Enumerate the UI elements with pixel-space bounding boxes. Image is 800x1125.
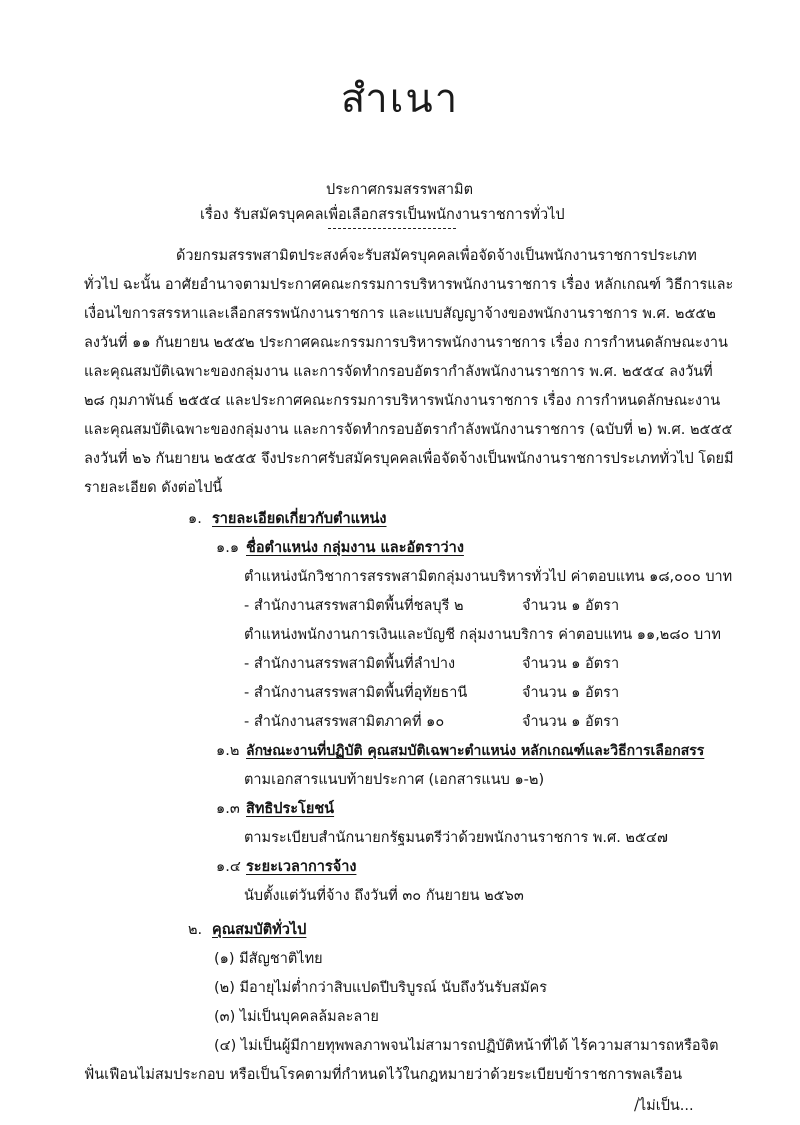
section-1-3-text: ตามระเบียบสำนักนายกรัฐมนตรีว่าด้วยพนักงานราชการ พ.ศ. ๒๕๔๗ [244,830,668,846]
qualification-3: (๓) ไม่เป็นบุคคลล้มละลาย [214,1009,379,1025]
qualification-4: (๔) ไม่เป็นผู้มีกายทุพพลภาพจนไม่สามารถปฏิบัติหน้าที่ได้ ไร้ความสามารถหรือจิต [214,1038,719,1054]
announcement-title: ประกาศกรมสรรพสามิต [326,182,473,198]
section-1-1-number: ๑.๑ [216,540,240,556]
section-1-3-heading: สิทธิประโยชน์ [246,801,335,817]
intro-line-2: ทั่วไป ฉะนั้น อาศัยอำนาจตามประกาศคณะกรรมการบริหารพนักงานราชการ เรื่อง หลักเกณฑ์ วิธีการและ [84,277,734,293]
position-2-office-3-count: จำนวน ๑ อัตรา [522,714,620,730]
section-2-heading: คุณสมบัติทั่วไป [212,922,307,938]
announcement-subject: เรื่อง รับสมัครบุคคลเพื่อเลือกสรรเป็นพนักงานราชการทั่วไป [200,207,565,223]
intro-line-1: ด้วยกรมสรรพสามิตประสงค์จะรับสมัครบุคคลเพื่อจัดจ้างเป็นพนักงานราชการประเภท [176,248,697,264]
intro-line-5: และคุณสมบัติเฉพาะของกลุ่มงาน และการจัดทำกรอบอัตรากำลังพนักงานราชการ พ.ศ. ๒๕๕๔ ลงวันที่ [84,364,713,380]
position-1-title: ตำแหน่งนักวิชาการสรรพสามิตกลุ่มงานบริหารทั่วไป ค่าตอบแทน ๑๘,๐๐๐ บาท [244,569,733,585]
position-2-office-1-count: จำนวน ๑ อัตรา [522,656,620,672]
position-2-office-1: - สำนักงานสรรพสามิตพื้นที่ลำปาง [244,656,456,672]
intro-line-4: ลงวันที่ ๑๑ กันยายน ๒๕๕๒ ประกาศคณะกรรมการบริหารพนักงานราชการ เรื่อง การกำหนดลักษณะงาน [84,335,728,351]
section-1-heading: รายละเอียดเกี่ยวกับตำแหน่ง [212,511,387,527]
section-2-number: ๒. [188,922,203,938]
section-1-2-number: ๑.๒ [216,743,240,759]
section-1-4-number: ๑.๔ [216,859,241,875]
intro-line-9: รายละเอียด ดังต่อไปนี้ [84,480,223,496]
qualification-1: (๑) มีสัญชาติไทย [214,951,323,967]
position-2-title: ตำแหน่งพนักงานการเงินและบัญชี กลุ่มงานบริการ ค่าตอบแทน ๑๑,๒๘๐ บาท [244,627,721,643]
qualification-2: (๒) มีอายุไม่ต่ำกว่าสิบแปดปีบริบูรณ์ นับถึงวันรับสมัคร [214,980,548,996]
position-1-office-1-count: จำนวน ๑ อัตรา [522,598,620,614]
intro-line-7: และคุณสมบัติเฉพาะของกลุ่มงาน และการจัดทำกรอบอัตรากำลังพนักงานราชการ (ฉบับที่ ๒) พ.ศ. ๒๕๕๕ [84,422,733,438]
copy-stamp: สำเนา [340,76,460,122]
position-2-office-2: - สำนักงานสรรพสามิตพื้นที่อุทัยธานี [244,685,468,701]
intro-line-6: ๒๘ กุมภาพันธ์ ๒๕๕๔ และประกาศคณะกรรมการบริหารพนักงานราชการ เรื่อง การกำหนดลักษณะงาน [84,393,721,409]
section-1-2-text: ตามเอกสารแนบท้ายประกาศ (เอกสารแนบ ๑-๒) [244,772,545,788]
position-2-office-3: - สำนักงานสรรพสามิตภาคที่ ๑๐ [244,714,445,730]
intro-line-3: เงื่อนไขการสรรหาและเลือกสรรพนักงานราชการ และแบบสัญญาจ้างของพนักงานราชการ พ.ศ. ๒๕๕๒ [84,306,716,322]
section-1-3-number: ๑.๓ [216,801,240,817]
section-1-number: ๑. [188,511,202,527]
position-2-office-2-count: จำนวน ๑ อัตรา [522,685,620,701]
title-divider [328,228,456,229]
qualification-4-continued: ฟั่นเฟือนไม่สมประกอบ หรือเป็นโรคตามที่กำหนดไว้ในกฎหมายว่าด้วยระเบียบข้าราชการพลเรือน [84,1067,683,1083]
section-1-2-heading: ลักษณะงานที่ปฏิบัติ คุณสมบัติเฉพาะตำแหน่ง หลักเกณฑ์และวิธีการเลือกสรร [246,743,705,759]
position-1-office-1: - สำนักงานสรรพสามิตพื้นที่ชลบุรี ๒ [244,598,464,614]
section-1-1-heading: ชื่อตำแหน่ง กลุ่มงาน และอัตราว่าง [246,540,464,556]
section-1-4-heading: ระยะเวลาการจ้าง [246,859,357,875]
continued-marker: /ไม่เป็น... [634,1098,694,1114]
section-1-4-text: นับตั้งแต่วันที่จ้าง ถึงวันที่ ๓๐ กันยายน ๒๕๖๓ [244,888,524,904]
intro-line-8: ลงวันที่ ๒๖ กันยายน ๒๕๕๕ จึงประกาศรับสมัครบุคคลเพื่อจัดจ้างเป็นพนักงานราชการประเภททั่วไป โดยมี [84,451,734,467]
